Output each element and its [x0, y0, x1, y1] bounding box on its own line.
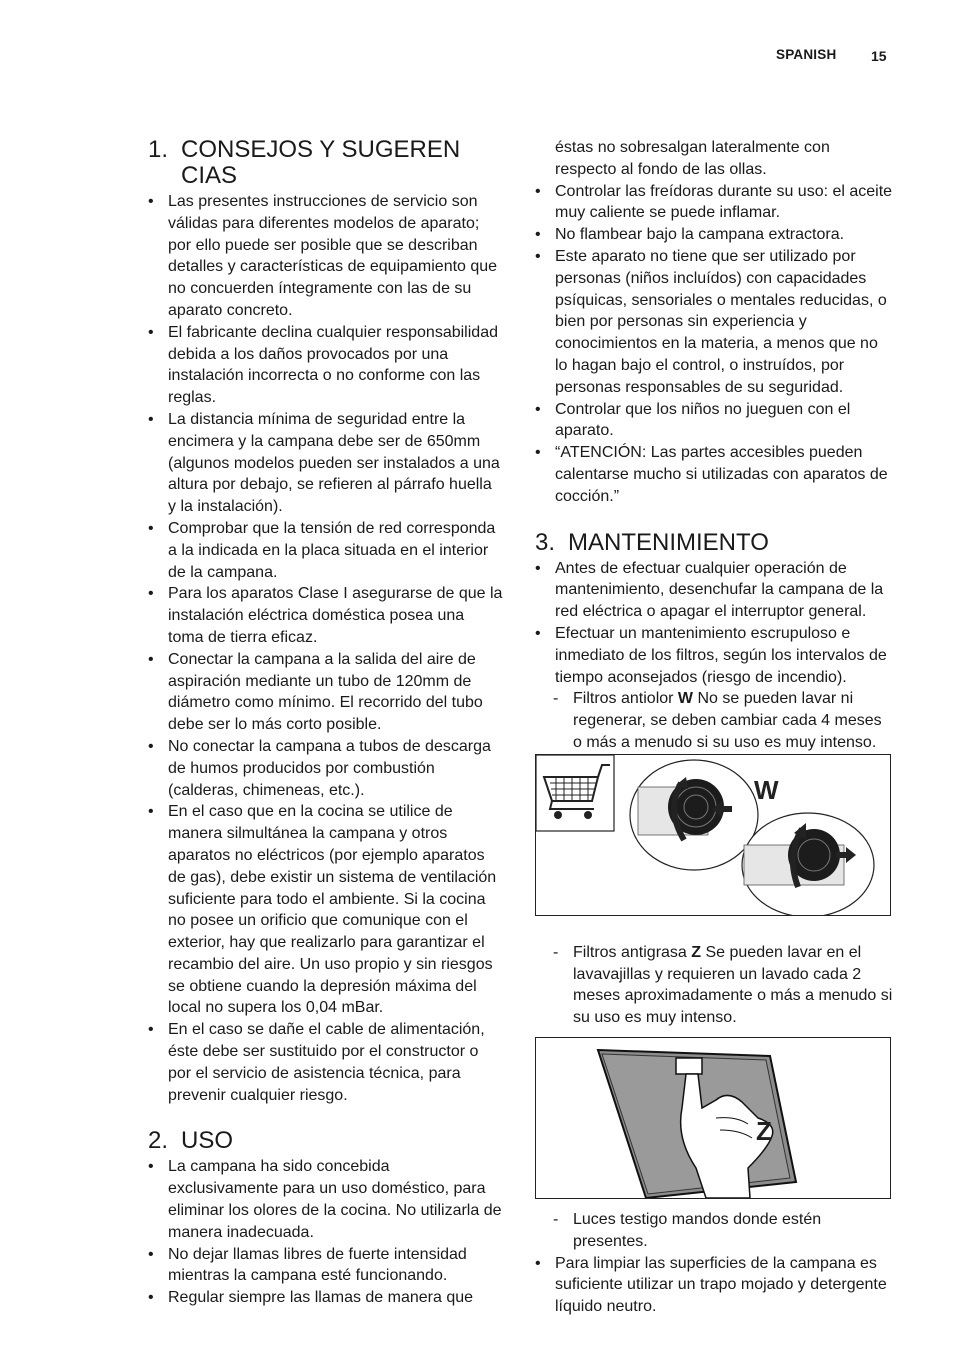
section-1-title: CONSEJOS Y SUGEREN CIAS [181, 136, 461, 189]
list-item: • La distancia mínima de seguridad entre la encimera y la campana debe ser de 650mm (algunos modelos pueden ser instalados a una altura por debajo, se refieren al párrafo huella y la instalación). [148, 410, 500, 516]
section-3-title: MANTENIMIENTO [568, 528, 769, 556]
section-2-title: USO [181, 1127, 234, 1155]
list-item: • Para limpiar las superficies de la campana es suficiente utilizar un trapo mojado y detergente líquido neutro. [535, 1254, 887, 1316]
shopping-cart-icon [536, 755, 614, 831]
page-number: 15 [871, 48, 887, 64]
list-item: • Controlar que los niños no jueguen con el aparato. [535, 400, 851, 440]
list-item: • Efectuar un mantenimiento escrupuloso e inmediato de los filtros, según los intervalos de tiempo aconsejados (riesgo de incendio). [535, 624, 887, 686]
list-item: • No dejar llamas libres de fuerte intensidad mientras la campana esté funcionando. [148, 1245, 467, 1285]
list-item: • Para los aparatos Clase I asegurarse de que la instalación eléctrica doméstica posea una toma de tierra eficaz. [148, 585, 503, 646]
section-2-list-continued [535, 181, 893, 508]
list-item: • En el caso se dañe el cable de alimentación, éste debe ser sustituido por el constructor o por el servicio de asistencia técnica, para prevenir cualquier riesgo. [148, 1021, 485, 1104]
figure-grease-filter [535, 1037, 891, 1199]
section-3-list [535, 558, 893, 689]
section-3-list-final [535, 1253, 893, 1318]
list-item: • Comprobar que la tensión de red corresponda a la indicada en la placa situada en el interior de la campana. [148, 519, 496, 581]
filter-w-item: - Filtros antiolor W No se pueden lavar ni regenerar, se deben cambiar cada 4 meses o más a menudo si su uso es muy intenso. [553, 690, 882, 751]
list-item-continuation: éstas no sobresalgan lateralmente con respecto al fondo de las ollas. [555, 139, 830, 178]
filter-z-item: - Filtros antigrasa Z Se pueden lavar en el lavavajillas y requieren un lavado cada 2 meses aproximadamente o más a menudo si su uso es muy intenso. [553, 943, 893, 1027]
section-2-number: 2. [148, 1127, 169, 1155]
figure-w-label: W [754, 774, 779, 805]
list-item: • Controlar las freídoras durante su uso: el aceite muy caliente se puede inflamar. [535, 182, 893, 222]
section-1-list [148, 191, 504, 1106]
list-item: • Regular siempre las llamas de manera que [148, 1289, 474, 1307]
list-item: • No flambear bajo la campana extractora. [535, 226, 845, 244]
carbon-filter-icon [630, 760, 758, 870]
figure-z-label: Z [756, 1115, 772, 1146]
header-language: SPANISH [776, 47, 837, 62]
list-item: • “ATENCIÓN: Las partes accesibles pueden calentarse mucho si utilizadas con aparatos de cocción.” [535, 444, 888, 505]
right-column [535, 137, 893, 1318]
rotate-arrow-icon [742, 813, 874, 915]
lights-item: - Luces testigo mandos donde estén presentes. [553, 1210, 822, 1250]
left-column [148, 137, 504, 1309]
list-item: • Conectar la campana a la salida del aire de aspiración mediante un tubo de 120mm de diámetro como mínimo. El recorrido del tubo debe ser lo más corto posible. [148, 650, 483, 734]
list-item: • Este aparato no tiene que ser utilizado por personas (niños incluídos) con capacidades psíquicas, sensoriales o mentales reducidas, o bien por personas sin experiencia y conocimientos en la materia, a menos que no lo hagan bajo el control, o instruídos, por personas responsables de su seguridad. [535, 247, 887, 396]
figure-carbon-filter [535, 754, 891, 916]
list-item: • El fabricante declina cualquier responsabilidad debida a los daños provocados por una instalación incorrecta o no conforme con las reglas. [148, 323, 498, 407]
list-item: • En el caso que en la cocina se utilice de manera silmultánea la campana y otros aparatos no eléctricos (por ejemplo aparatos de gas), debe existir un sistema de ventilación suficiente para todo el ambiente. Si la cocina no posee un orificio que comunique con el exterior, hay que realizarlo para garantizar el recambio del aire. Un uso propio y sin riesgos se obtiene cuando la depresión máxima del local no supera los 0,04 mBar. [148, 803, 497, 1017]
list-item: • Antes de efectuar cualquier operación de mantenimiento, desenchufar la campana de la red eléctrica o apagar el interruptor general. [535, 559, 884, 621]
section-1-number: 1. [148, 136, 169, 163]
list-item: • La campana ha sido concebida exclusivamente para un uso doméstico, para eliminar los olores de la cocina. No utilizarla de manera inadecuada. [148, 1158, 502, 1241]
list-item: • Las presentes instrucciones de servicio son válidas para diferentes modelos de aparato; por ello puede ser posible que se describan detalles y características de equipamiento que no concuerden íntegramente con las de su aparato concreto. [148, 193, 498, 319]
list-item: • No conectar la campana a tubos de descarga de humos producidos por combustión (calderas, chimeneas, etc.). [148, 737, 491, 799]
section-1-heading [148, 137, 504, 189]
section-3-number: 3. [535, 528, 556, 556]
section-2-list [148, 1156, 504, 1309]
section-3-heading [535, 530, 893, 556]
section-2-heading [148, 1128, 504, 1154]
